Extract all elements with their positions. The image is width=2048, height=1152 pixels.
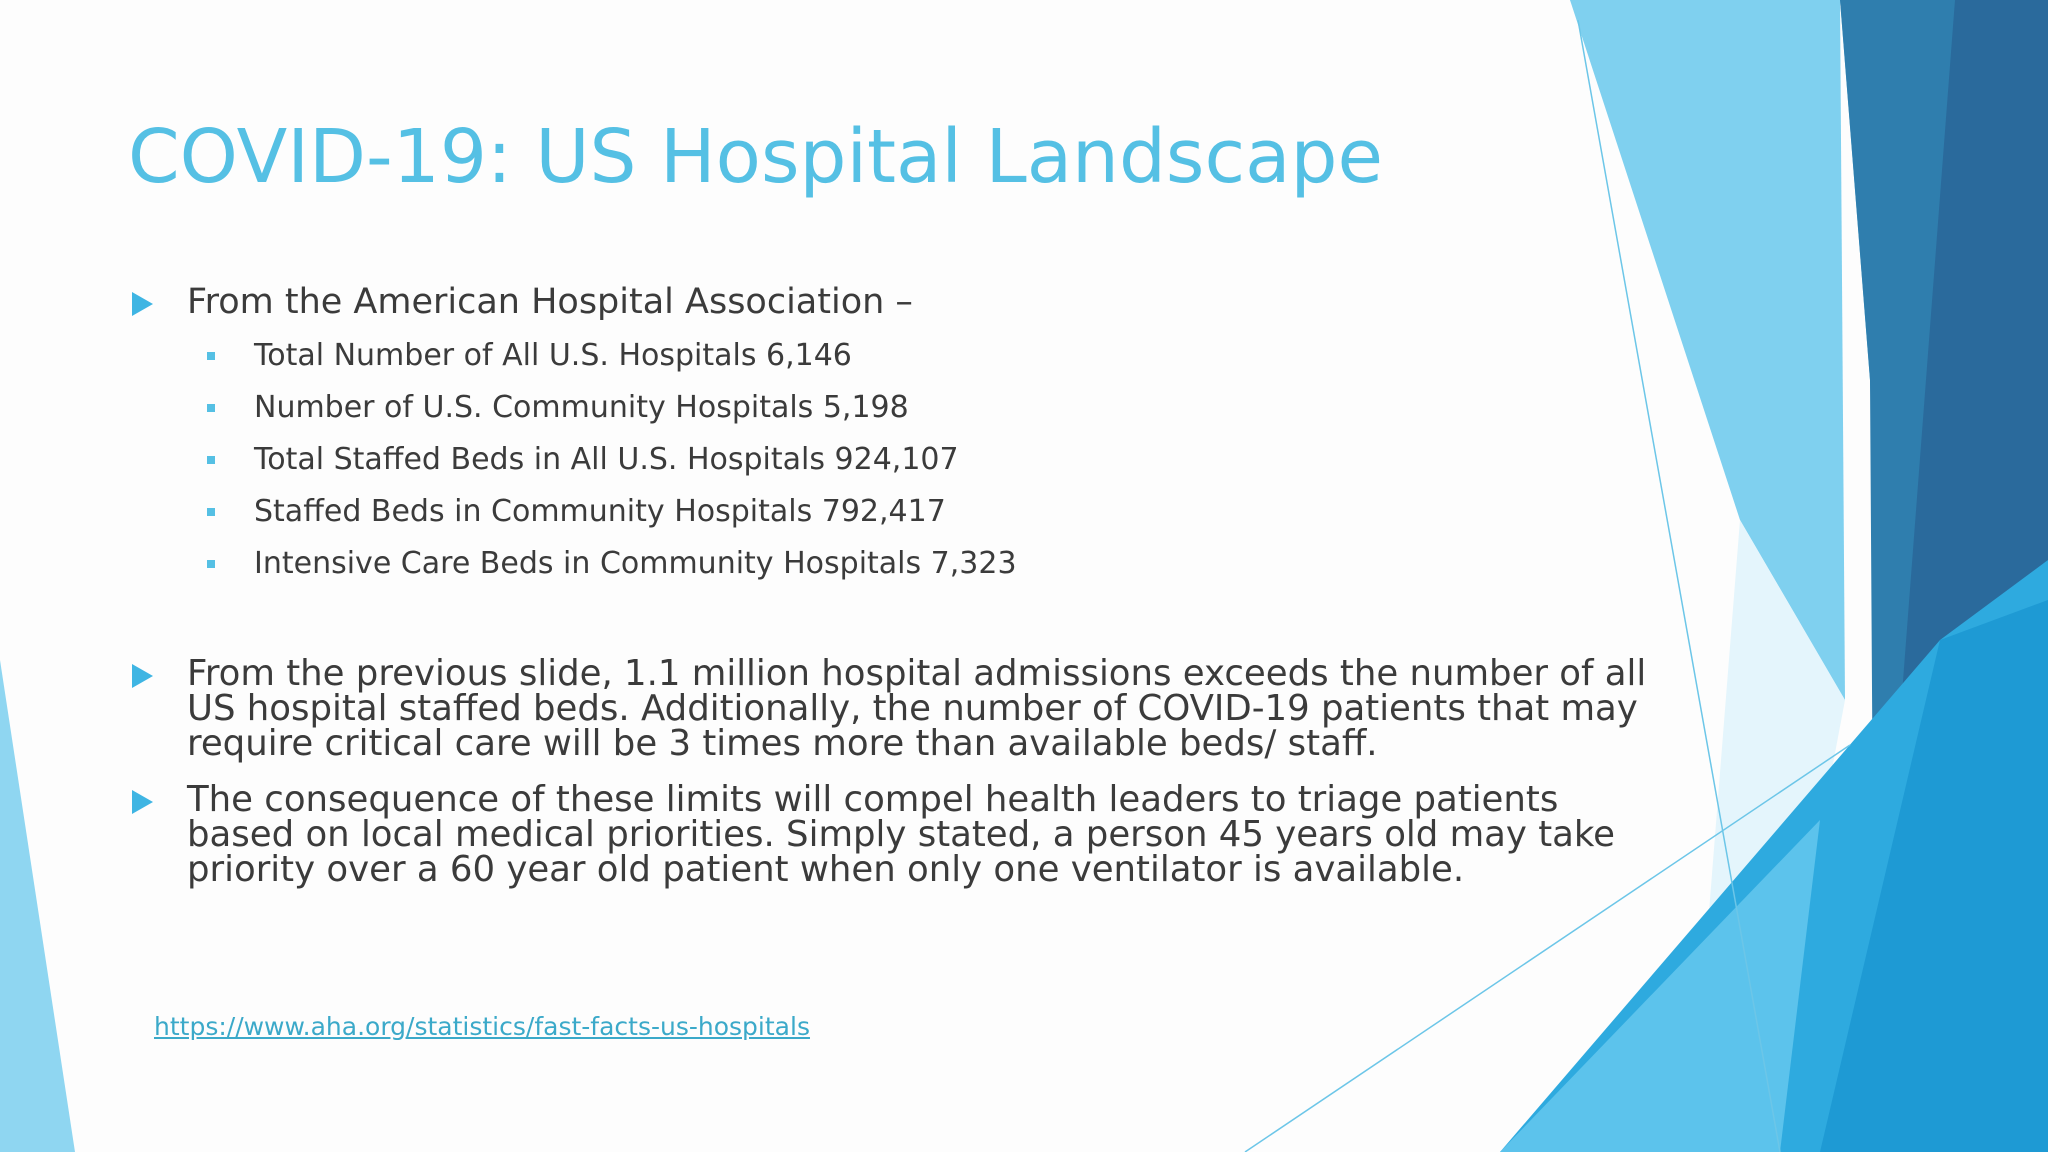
- bullet-triage: [132, 779, 1616, 892]
- square-bullet-icon: [207, 456, 215, 464]
- sub-item-text: Total Staffed Beds in All U.S. Hospitals 924,107: [254, 442, 959, 477]
- left-facet: [0, 660, 75, 1152]
- sub-item-community-staffed-beds: [207, 492, 1307, 532]
- bullet-arrow-icon: [132, 664, 153, 688]
- bullet-arrow-icon: [132, 790, 153, 814]
- square-bullet-icon: [207, 508, 215, 516]
- bullet-arrow-icon: [132, 292, 153, 316]
- bullet-line: priority over a 60 year old patient when only one ventilator is available.: [187, 849, 1465, 890]
- sub-item-community-hospitals: [207, 388, 1307, 428]
- bullet-line: US hospital staffed beds. Additionally, the number of COVID-19 patients that may: [187, 688, 1638, 729]
- bullet-text: [187, 653, 1707, 764]
- sub-item-total-hospitals: [207, 336, 1307, 376]
- source-link[interactable]: https://www.aha.org/statistics/fast-facts-us-hospitals: [154, 1012, 810, 1041]
- bullet-line: From the previous slide, 1.1 million hospital admissions exceeds the number of all: [187, 653, 1647, 694]
- sub-item-text: Intensive Care Beds in Community Hospitals 7,323: [254, 546, 1017, 581]
- bullet-text: [187, 779, 1707, 890]
- sub-item-total-staffed-beds: [207, 440, 1307, 480]
- bullet-aha: [132, 282, 1562, 322]
- sub-item-icu-beds: [207, 544, 1307, 584]
- square-bullet-icon: [207, 352, 215, 360]
- slide-title: COVID-19: US Hospital Landscape: [128, 114, 1384, 200]
- sub-item-text: Staffed Beds in Community Hospitals 792,417: [254, 494, 946, 529]
- right-facet-light: [1570, 0, 1845, 700]
- bullet-line: based on local medical priorities. Simply stated, a person 45 years old may take: [187, 814, 1616, 855]
- square-bullet-icon: [207, 560, 215, 568]
- bullet-line: require critical care will be 3 times more than available beds/ staff.: [187, 723, 1378, 764]
- square-bullet-icon: [207, 404, 215, 412]
- sub-item-text: Total Number of All U.S. Hospitals 6,146: [254, 338, 852, 373]
- bullet-line: The consequence of these limits will compel health leaders to triage patients: [187, 779, 1559, 820]
- bullet-text: From the American Hospital Association –: [187, 282, 913, 322]
- sub-item-text: Number of U.S. Community Hospitals 5,198: [254, 390, 909, 425]
- bullet-admissions: [132, 653, 1647, 766]
